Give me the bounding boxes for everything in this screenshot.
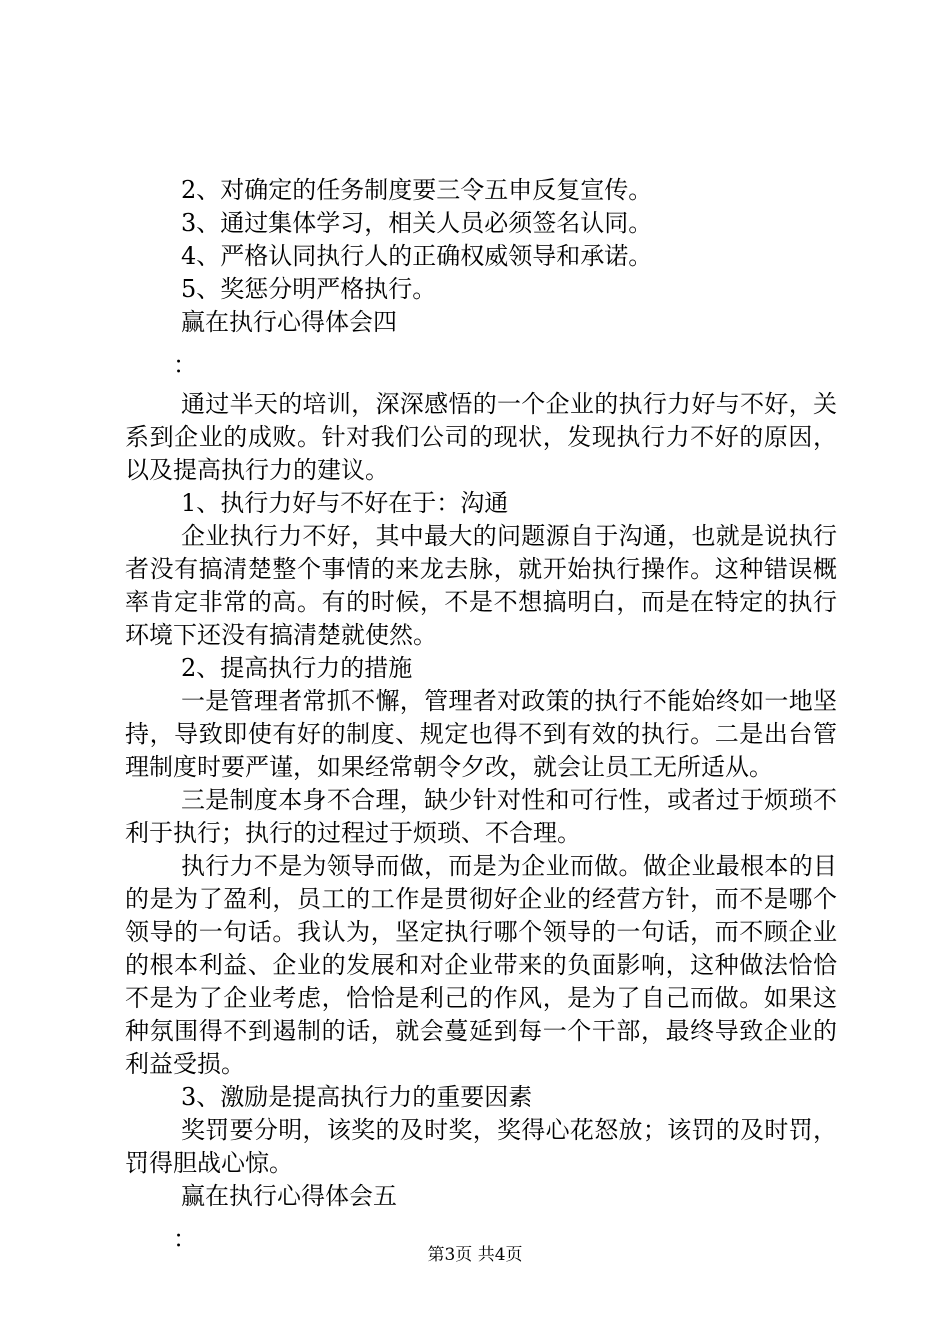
paragraph-intro: 通过半天的培训，深深感悟的一个企业的执行力好与不好，关系到企业的成败。针对我们公司的现状，发现执行力不好的原因，以及提高执行力的建议。 <box>125 390 837 484</box>
page-number: 第3页 共4页 <box>427 1245 523 1265</box>
paragraph-measure-3: 三是制度本身不合理，缺少针对性和可行性，或者过于烦琐不利于执行；执行的过程过于烦琐、不合理。 <box>125 786 837 847</box>
heading-colon: ： <box>173 1225 197 1253</box>
heading-colon: ： <box>173 351 197 379</box>
section-heading: 赢在执行心得体会五 <box>181 1182 397 1210</box>
section-heading: 赢在执行心得体会四 <box>181 308 397 336</box>
paragraph-reward: 奖罚要分明，该奖的及时奖，奖得心花怒放；该罚的及时罚，罚得胆战心惊。 <box>125 1116 837 1177</box>
document-body <box>125 174 837 1262</box>
list-item: 3、通过集体学习，相关人员必须签名认同。 <box>181 209 653 237</box>
list-item: 5、奖惩分明严格执行。 <box>181 275 437 303</box>
subheading-1: 1、执行力好与不好在于：沟通 <box>181 489 509 517</box>
list-item: 4、严格认同执行人的正确权威领导和承诺。 <box>181 242 653 270</box>
list-item: 2、对确定的任务制度要三令五申反复宣传。 <box>181 176 653 204</box>
subheading-2: 2、提高执行力的措施 <box>181 654 413 682</box>
paragraph-measure-1: 一是管理者常抓不懈，管理者对政策的执行不能始终如一地坚持，导致即使有好的制度、规定也得不到有效的执行。二是出台管理制度时要严谨，如果经常朝令夕改，就会让员工无所适从。 <box>125 687 837 781</box>
paragraph-enterprise: 执行力不是为领导而做，而是为企业而做。做企业最根本的目的是为了盈利，员工的工作是贯彻好企业的经营方针，而不是哪个领导的一句话。我认为，坚定执行哪个领导的一句话，而不顾企业的根本利益、企业的发展和对企业带来的负面影响，这种做法恰恰不是为了企业考虑，恰恰是利己的作风，是为了自己而做。如果这种氛围得不到遏制的话，就会蔓延到每一个干部，最终导致企业的利益受损。 <box>125 852 837 1078</box>
paragraph-communication: 企业执行力不好，其中最大的问题源自于沟通，也就是说执行者没有搞清楚整个事情的来龙去脉，就开始执行操作。这种错误概率肯定非常的高。有的时候，不是不想搞明白，而是在特定的执行环境下还没有搞清楚就使然。 <box>125 522 837 649</box>
subheading-3: 3、激励是提高执行力的重要因素 <box>181 1083 533 1111</box>
